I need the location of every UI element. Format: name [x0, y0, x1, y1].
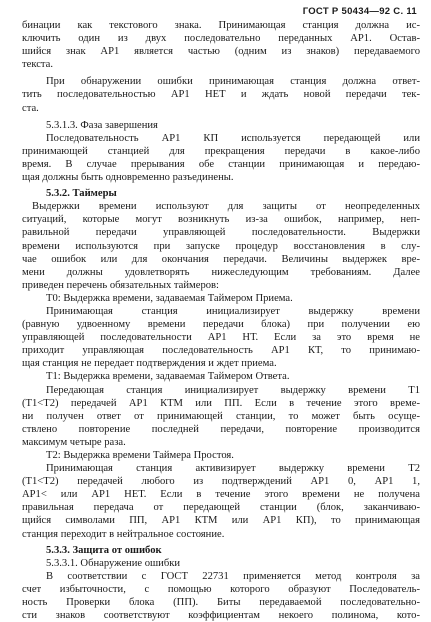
- text-line: правильная передача от передающей станции (блок, заканчиваю-: [22, 502, 420, 514]
- text-line: щийся символами ПП, АР1 КТМ или АР1 КП), то принимающая: [22, 515, 420, 527]
- text-line: В соответствии с ГОСТ 22731 применяется метод контроля за: [46, 570, 420, 582]
- text-line: ситуаций, которые могут возникнуть из-за ошибок, например, неп-: [22, 214, 420, 226]
- text-line: сти знаков соответствуют коэффициентам некоего полинома, кото-: [22, 610, 420, 622]
- text-line: Выдержки времени используют для защиты от неопределенных: [32, 201, 420, 213]
- text-line: При обнаружении ошибки принимающая станция должна ответ-: [46, 76, 420, 88]
- section-heading: 5.3.3. Защита от ошибок: [46, 544, 162, 556]
- text-line: АР1< или АР1 НЕТ. Если в течение этого времени не получена: [22, 489, 420, 501]
- text-line: мени должны удовлетворять нижеследующим требованиям. Далее: [22, 266, 420, 278]
- text-line: Передающая станция инициализирует выдержку времени Т1: [46, 384, 420, 396]
- text-line: времени используются при запуске процедур восстановления в слу-: [22, 240, 420, 252]
- text-line: управляющей последовательности АР1 НТ. Если за это время не: [22, 332, 420, 344]
- text-line: ность Проверки блока (ПП). Биты передаваемой последовательно-: [22, 597, 420, 609]
- text-line: ста.: [22, 102, 39, 114]
- section-heading: 5.3.1.3. Фаза завершения: [46, 119, 158, 131]
- text-line: текста.: [22, 59, 54, 71]
- text-line: Последовательность АР1 КП используется передающей или: [46, 132, 420, 144]
- text-line: ствлено повторение последней передачи, повторение производится: [22, 423, 420, 435]
- text-line: максимум четыре раза.: [22, 436, 126, 448]
- text-line: приходит управляющая последовательность АР1 КТ, то принимаю-: [22, 345, 420, 357]
- text-line: Принимающая станция инициализирует выдержку времени: [46, 305, 420, 317]
- text-line: щая станция не передает подтверждения и ждет приема.: [22, 358, 277, 370]
- text-line: ни получен ответ от принимающей станции, то может быть осуще-: [22, 410, 420, 422]
- text-line: Принимающая станция активизирует выдержку времени Т2: [46, 463, 420, 475]
- text-line: равильной передачи управляющей последовательности. Выдержки: [22, 227, 420, 239]
- text-line: (равную удвоенному времени передачи блока) при получении ею: [22, 319, 420, 331]
- page-header: ГОСТ Р 50434—92 С. 11: [302, 6, 417, 17]
- timer-heading: Т1: Выдержка времени, задаваемая Таймером Ответа.: [46, 371, 290, 383]
- timer-heading: Т0: Выдержка времени, задаваемая Таймером Приема.: [46, 292, 293, 304]
- section-heading: 5.3.2. Таймеры: [46, 188, 117, 200]
- document-body: [22, 19, 420, 622]
- timer-heading: Т2: Выдержка времени Таймера Простоя.: [46, 450, 234, 461]
- text-line: станция переходит в нейтральное состояние.: [22, 528, 225, 540]
- text-line: шийся знак АР1 является частью (одним из знаков) передаваемого: [22, 46, 420, 58]
- text-line: чае ошибок или для окончания передачи. Величины выдержек вре-: [22, 253, 420, 265]
- text-line: тить последовательностью АР1 НЕТ и ждать новой передачи тек-: [22, 89, 420, 101]
- text-line: принимающей станцией для прекращения передачи в какое-либо: [22, 145, 420, 157]
- section-heading: 5.3.3.1. Обнаружение ошибки: [46, 557, 181, 569]
- text-line: время. В случае прерывания обе станции принимающая и передаю-: [22, 158, 420, 170]
- text-line: приведен перечень обязательных таймеров:: [22, 279, 219, 291]
- text-line: бинации как текстового знака. Принимающая станция должна ис-: [22, 20, 420, 31]
- text-line: счет избыточности, с помощью которого образуют Последователь-: [22, 583, 420, 595]
- text-line: (Т1<Т2) передачей любого из подтверждений АР1 0, АР1 1,: [22, 476, 420, 488]
- text-line: ключить один из двух последовательно переданных АР1. Остав-: [22, 33, 420, 45]
- text-line: (Т1<Т2) передачей АР1 КТМ или ПП. Если в течение этого време-: [22, 397, 420, 409]
- text-line: щая должны быть одновременно разъединены.: [22, 172, 234, 184]
